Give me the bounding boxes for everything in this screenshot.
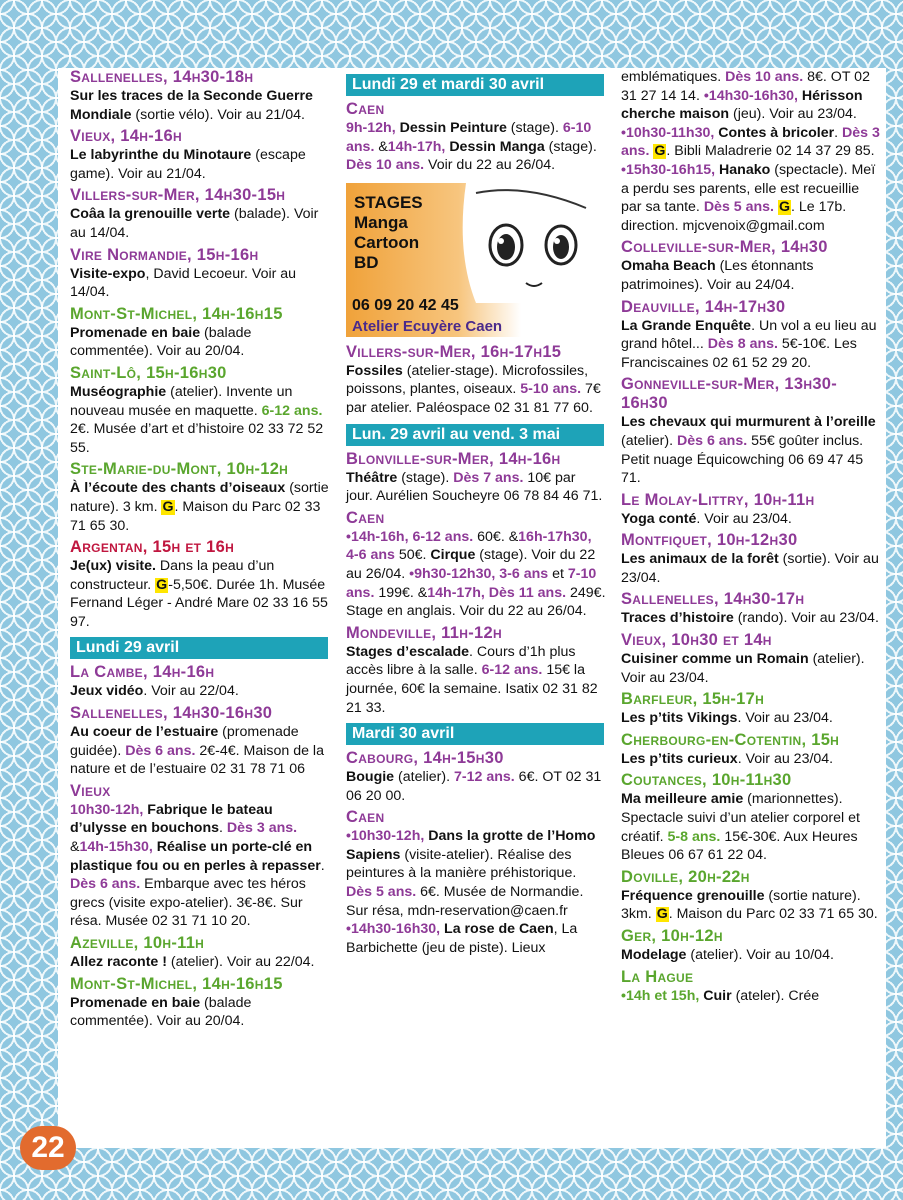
event-description bbox=[70, 265, 330, 302]
event-entry bbox=[346, 450, 606, 506]
event-text: (rando). Voir au 23/04. bbox=[733, 610, 879, 627]
event-place-time: Coutances, 10h-11h30 bbox=[621, 771, 792, 790]
event-title: Les chevaux qui murmurent à l’oreille bbox=[621, 414, 876, 431]
event-place-time: Deauville, 14h-17h30 bbox=[621, 297, 786, 316]
event-place-time: Vieux, 14h-16h bbox=[70, 127, 182, 146]
event-title: Ma meilleure amie bbox=[621, 791, 744, 808]
event-place-time: Mondeville, 11h-12h bbox=[346, 623, 502, 642]
event-title: Cuir bbox=[703, 987, 732, 1004]
event-text: 5€-10€. Les Franciscaines 02 61 52 29 20. bbox=[621, 336, 857, 371]
event-text: 6€. Musée de Normandie. Sur résa, mdn-reservation@caen.fr bbox=[346, 884, 584, 919]
event-description bbox=[70, 87, 330, 124]
event-text: (spectacle). Meï a perdu ses parents, elle est recueillie par sa tante. bbox=[621, 161, 876, 216]
event-entry bbox=[621, 298, 881, 373]
event-place-time: Azeville, 10h-11h bbox=[70, 934, 205, 952]
event-detail-highlight: 7-12 ans. bbox=[454, 769, 515, 786]
event-title: Les animaux de la forêt bbox=[621, 551, 779, 568]
event-place-time: Vieux, 10h30 et 14h bbox=[621, 631, 772, 650]
event-entry bbox=[621, 731, 881, 769]
event-detail-highlight: 14h-15h30, bbox=[79, 839, 157, 856]
advert-line: BD bbox=[354, 252, 379, 272]
event-description bbox=[621, 550, 881, 587]
event-title: La rose de Caen bbox=[444, 921, 554, 938]
event-entry bbox=[346, 749, 606, 805]
event-entry bbox=[621, 868, 881, 924]
event-title: Promenade en baie bbox=[70, 324, 201, 341]
event-entry bbox=[70, 460, 330, 535]
event-entry bbox=[346, 100, 606, 175]
date-header: Lundi 29 et mardi 30 avril bbox=[346, 74, 604, 96]
event-place-time: Saint-Lô, 15h-16h30 bbox=[70, 363, 227, 382]
event-title: À l’écoute des chants d’oiseaux bbox=[70, 480, 286, 497]
event-title: Stages d’escalade bbox=[346, 643, 470, 660]
event-description bbox=[70, 479, 330, 535]
event-text: (promenade guidée). bbox=[70, 724, 299, 759]
event-title: Dessin Peinture bbox=[399, 120, 507, 136]
advert-line: Manga bbox=[354, 212, 408, 232]
event-text: 50€. bbox=[394, 547, 431, 564]
event-description bbox=[621, 987, 881, 1006]
event-text: 249€. Stage en anglais. Voir du 22 au 26/04. bbox=[346, 584, 606, 620]
event-place-time: Vire Normandie, 15h-16h bbox=[70, 245, 259, 264]
event-place-time: Colleville-sur-Mer, 14h30 bbox=[621, 238, 828, 257]
event-title: Muséographie bbox=[70, 383, 167, 400]
event-detail-highlight: Dès 6 ans. bbox=[70, 876, 141, 893]
event-title: Je(ux) visite. bbox=[70, 558, 156, 575]
event-entry bbox=[346, 808, 606, 957]
free-badge: G bbox=[778, 199, 791, 216]
event-text: (jeu). Voir au 23/04. bbox=[729, 106, 857, 123]
event-text: (stage). bbox=[506, 120, 563, 136]
event-place-time: Vieux bbox=[70, 781, 111, 800]
event-place-time: Mont-St-Michel, 14h-16h15 bbox=[70, 974, 283, 993]
event-entry bbox=[346, 343, 606, 418]
event-place-time: La Hague bbox=[621, 967, 694, 986]
event-text: Voir du 22 au 26/04. bbox=[424, 157, 556, 174]
event-description bbox=[621, 790, 881, 864]
event-detail-highlight: Dès 8 ans. bbox=[707, 336, 778, 353]
event-text: 2€. Musée d’art et d’histoire 02 33 72 52 55. bbox=[70, 421, 324, 456]
event-text: (balade). Voir au 14/04. bbox=[70, 206, 319, 241]
event-description bbox=[621, 946, 881, 965]
event-detail-highlight: Dès 10 ans. bbox=[346, 157, 425, 174]
event-text: . Bibli Maladrerie 02 14 37 29 85. bbox=[666, 143, 875, 160]
event-place-time: Sallenelles, 14h30-16h30 bbox=[70, 704, 273, 723]
free-badge: G bbox=[162, 498, 174, 515]
advert-phone: 06 09 20 42 45 bbox=[352, 296, 459, 314]
event-place-time: Caen bbox=[346, 508, 385, 527]
event-text: 7€ par atelier. Paléospace 02 31 81 77 60. bbox=[346, 381, 601, 416]
event-detail-highlight: 6-12 ans. bbox=[481, 662, 543, 679]
event-title: Fréquence grenouille bbox=[621, 887, 765, 904]
event-title: Hérisson cherche maison bbox=[621, 87, 863, 123]
event-text: . bbox=[219, 820, 227, 837]
event-place-time: Gonneville-sur-Mer, 13h30-16h30 bbox=[621, 375, 838, 413]
event-text: (sortie nature). 3 km. bbox=[70, 480, 329, 515]
event-text: . Maison du Parc 02 33 71 65 30. bbox=[668, 906, 878, 923]
event-text: . Voir au 23/04. bbox=[696, 510, 792, 527]
event-detail-highlight: 10h30-12h, bbox=[70, 801, 148, 818]
event-description bbox=[70, 205, 330, 242]
event-text: & bbox=[70, 839, 80, 856]
event-description bbox=[70, 953, 330, 972]
event-entry bbox=[70, 127, 330, 183]
event-place-time: Sallenelles, 14h30-17h bbox=[621, 590, 805, 609]
event-text: . Cours d’1h plus accès libre à la salle. bbox=[346, 643, 576, 679]
event-description bbox=[70, 146, 330, 183]
event-place-time: Cabourg, 14h-15h30 bbox=[346, 749, 504, 768]
advert-line: Cartoon bbox=[354, 232, 420, 252]
event-entry bbox=[70, 246, 330, 302]
event-detail-highlight: 5-8 ans. bbox=[667, 828, 721, 845]
page-number: 22 bbox=[20, 1126, 76, 1170]
event-text: (atelier). bbox=[394, 769, 454, 786]
event-description bbox=[70, 994, 330, 1031]
event-text: . Voir au 23/04. bbox=[737, 710, 833, 727]
event-place-time: Montfiquet, 10h-12h30 bbox=[621, 531, 798, 550]
event-detail-highlight: •14h30-16h30, bbox=[703, 87, 802, 104]
event-entry bbox=[621, 968, 881, 1006]
event-description bbox=[621, 68, 881, 235]
event-detail-highlight: 5-10 ans. bbox=[520, 381, 582, 398]
event-text: 6€. OT 02 31 06 20 00. bbox=[346, 769, 602, 804]
event-description bbox=[346, 768, 606, 805]
event-place-time: Caen bbox=[346, 100, 385, 118]
manga-face-illustration bbox=[446, 183, 596, 303]
event-text: (visite-atelier). Réalise des peintures à la manière préhistorique. bbox=[346, 846, 577, 882]
event-text: 55€ goûter inclus. Petit nuage Équicowching 06 69 47 45 71. bbox=[621, 432, 864, 487]
event-title: Hanako bbox=[719, 161, 771, 178]
event-text: (atelier). Voir au 10/04. bbox=[686, 947, 834, 963]
advert-atelier: Atelier Ecuyère Caen bbox=[352, 317, 503, 335]
event-place-time: Blonville-sur-Mer, 14h-16h bbox=[346, 449, 561, 468]
event-detail-highlight: 16h-17h30, 4-6 ans bbox=[346, 528, 592, 564]
event-detail-highlight: •15h30-16h15, bbox=[621, 161, 720, 178]
event-text: emblématiques. bbox=[621, 69, 726, 85]
event-place-time: Ste-Marie-du-Mont, 10h-12h bbox=[70, 460, 289, 479]
event-title: Sur les traces de la Seconde Guerre Mondiale bbox=[70, 88, 313, 123]
event-text: (stage). Voir du 22 au 26/04. bbox=[346, 547, 596, 582]
event-description bbox=[346, 119, 606, 175]
event-description bbox=[70, 723, 330, 779]
event-text: 15€-30€. Aux Heures Bleues 06 67 61 22 04. bbox=[621, 828, 858, 864]
free-badge: G bbox=[656, 906, 668, 923]
event-text: (stage). bbox=[397, 469, 454, 486]
column-3 bbox=[621, 68, 881, 1008]
event-detail-highlight: Dès 6 ans. bbox=[125, 742, 196, 759]
event-text: (sortie). Voir au 23/04. bbox=[621, 551, 879, 586]
event-title: Jeux vidéo bbox=[70, 683, 144, 700]
event-entry bbox=[70, 934, 330, 972]
event-title: Dans la grotte de l’Homo Sapiens bbox=[346, 828, 596, 863]
event-title: Théâtre bbox=[346, 469, 398, 486]
event-text: 60€. & bbox=[473, 528, 519, 545]
event-place-time: Le Molay-Littry, 10h-11h bbox=[621, 490, 815, 509]
event-entry bbox=[621, 491, 881, 529]
event-text: (Les étonnants patrimoines). Voir au 24/04. bbox=[621, 258, 814, 293]
event-title: Visite-expo bbox=[70, 265, 146, 282]
event-entry bbox=[70, 975, 330, 1031]
event-text: (atelier). Voir au 23/04. bbox=[621, 651, 865, 686]
event-entry bbox=[70, 538, 330, 631]
date-header: Lun. 29 avril au vend. 3 mai bbox=[346, 424, 604, 446]
page-content bbox=[58, 68, 886, 1148]
event-description bbox=[346, 643, 606, 717]
manga-stage-advert bbox=[346, 183, 596, 337]
event-text: (atelier). Voir au 22/04. bbox=[166, 954, 315, 970]
event-place-time: La Cambe, 14h-16h bbox=[70, 663, 215, 682]
free-badge: G bbox=[156, 576, 168, 593]
event-entry bbox=[621, 631, 881, 687]
event-text: (sortie vélo). Voir au 21/04. bbox=[131, 106, 305, 123]
event-place-time: Ger, 10h-12h bbox=[621, 927, 723, 945]
event-text: . bbox=[834, 124, 843, 141]
event-title: Le labyrinthe du Minotaure bbox=[70, 147, 252, 164]
event-detail-highlight: Dès 5 ans. bbox=[346, 884, 417, 901]
event-place-time: Argentan, 15h et 16h bbox=[70, 538, 235, 557]
event-title: Bougie bbox=[346, 769, 395, 786]
event-title: Modelage bbox=[621, 947, 687, 963]
event-entry bbox=[621, 375, 881, 487]
event-text: (balade commentée). Voir au 20/04. bbox=[70, 994, 252, 1030]
event-place-time: Mont-St-Michel, 14h-16h15 bbox=[70, 304, 283, 323]
event-text: Embarque avec tes héros grecs (visite expo-atelier). 3€-8€. Sur résa. Musée 02 31 71 10 20. bbox=[70, 876, 306, 930]
event-detail-highlight: 6-12 ans. bbox=[261, 402, 323, 419]
event-title: Coâa la grenouille verte bbox=[70, 206, 231, 223]
event-text: . Voir au 23/04. bbox=[737, 750, 834, 767]
event-text: 199€. & bbox=[374, 584, 428, 601]
column-1 bbox=[70, 68, 330, 1034]
event-title: Yoga conté bbox=[621, 510, 697, 527]
event-description bbox=[621, 887, 881, 924]
event-detail-highlight: 9h-12h, bbox=[346, 120, 400, 136]
event-detail-highlight: •10h30-11h30, bbox=[621, 124, 719, 141]
event-entry bbox=[621, 238, 881, 294]
event-description bbox=[621, 709, 881, 728]
event-text: (atelier). Invente un nouveau musée en maquette. bbox=[70, 383, 293, 419]
event-description bbox=[621, 257, 881, 294]
event-detail-highlight: •14h30-16h30, bbox=[346, 921, 445, 938]
event-text: & bbox=[374, 138, 388, 155]
advert-line: STAGES bbox=[354, 192, 423, 212]
event-text: et bbox=[548, 565, 568, 582]
event-detail-highlight: Dès 5 ans. bbox=[703, 199, 775, 216]
event-title: Réalise un porte-clé en plastique fou ou en perles à repasser bbox=[70, 839, 321, 874]
event-title: Fabrique le bateau d’ulysse en bouchons bbox=[70, 801, 273, 837]
event-title: Contes à bricoler bbox=[718, 124, 835, 141]
event-entry bbox=[346, 624, 606, 717]
event-text: . Un vol a eu lieu au grand hôtel... bbox=[621, 317, 877, 353]
event-description bbox=[346, 469, 606, 506]
event-entry bbox=[621, 531, 881, 587]
event-detail-highlight: •14h et 15h, bbox=[621, 987, 704, 1004]
event-text: 15€ la journée, 60€ la semaine. Isatix 02 31 82 21 33. bbox=[346, 662, 598, 716]
event-detail-highlight: Dès 7 ans. bbox=[453, 469, 524, 486]
event-description bbox=[621, 650, 881, 687]
event-title: Promenade en baie bbox=[70, 994, 201, 1011]
event-description bbox=[346, 827, 606, 957]
event-text: Dans la peau d’un constructeur. bbox=[70, 558, 275, 593]
event-description bbox=[70, 324, 330, 361]
event-entry bbox=[70, 186, 330, 242]
free-badge: G bbox=[654, 143, 666, 160]
event-detail-highlight: •14h-16h, 6-12 ans. bbox=[346, 528, 474, 545]
event-description bbox=[621, 510, 881, 529]
event-text: . bbox=[320, 857, 325, 874]
event-description bbox=[621, 317, 881, 373]
event-entry bbox=[621, 68, 881, 235]
event-title: Allez raconte ! bbox=[70, 954, 167, 970]
event-entry bbox=[621, 590, 881, 628]
event-description bbox=[621, 750, 881, 769]
event-description bbox=[70, 383, 330, 457]
event-text: -5,50€. Durée 1h. Musée Fernand Léger - André Mare 02 33 16 55 97. bbox=[70, 576, 328, 630]
event-description bbox=[70, 682, 330, 701]
event-place-time: Barfleur, 15h-17h bbox=[621, 690, 765, 709]
event-description bbox=[621, 609, 881, 628]
event-text: (atelier). bbox=[621, 432, 677, 449]
event-entry bbox=[70, 68, 330, 124]
event-place-time: Sallenelles, 14h30-18h bbox=[70, 68, 254, 86]
event-title: Les p’tits curieux bbox=[621, 750, 738, 767]
event-title: Dessin Manga bbox=[449, 138, 545, 155]
event-text: , David Lecoeur. Voir au 14/04. bbox=[70, 265, 297, 301]
event-title: La Grande Enquête bbox=[621, 317, 752, 334]
event-title: Fossiles bbox=[346, 362, 403, 379]
date-header: Mardi 30 avril bbox=[346, 723, 604, 745]
event-detail-highlight: 14h-17h, bbox=[387, 138, 450, 155]
event-entry bbox=[70, 364, 330, 457]
event-detail-highlight: 7-10 ans. bbox=[346, 565, 597, 601]
event-detail-highlight: Dès 3 ans. bbox=[226, 820, 298, 837]
event-text: 2€-4€. Maison de la nature et de l’estuaire 02 31 78 71 06 bbox=[70, 742, 324, 778]
event-entry bbox=[70, 782, 330, 931]
event-place-time: Villers-sur-Mer, 14h30-15h bbox=[70, 186, 286, 205]
event-text: (stage). bbox=[544, 138, 597, 155]
event-detail-highlight: Dès 10 ans. bbox=[725, 69, 804, 85]
event-text: (ateler). Crée bbox=[731, 987, 820, 1004]
event-text: (balade commentée). Voir au 20/04. bbox=[70, 324, 252, 360]
event-description bbox=[621, 413, 881, 487]
event-entry bbox=[621, 771, 881, 864]
event-place-time: Doville, 20h-22h bbox=[621, 867, 750, 886]
event-detail-highlight: 6-10 ans. bbox=[346, 120, 592, 155]
column-2 bbox=[346, 68, 606, 960]
event-text: . Voir au 22/04. bbox=[143, 683, 239, 700]
event-detail-highlight: Dès 6 ans. bbox=[676, 432, 748, 449]
event-entry bbox=[621, 927, 881, 965]
event-place-time: Cherbourg-en-Cotentin, 15h bbox=[621, 730, 840, 749]
event-text: , La Barbichette (jeu de piste). Lieux bbox=[346, 921, 578, 956]
event-text: 8€. OT 02 31 27 14 14. bbox=[621, 69, 870, 104]
event-title: Cirque bbox=[430, 547, 476, 564]
event-text: (atelier-stage). Microfossiles, poissons, plantes, oiseaux. bbox=[346, 362, 589, 398]
event-text: (sortie nature). 3km. bbox=[621, 887, 861, 923]
event-detail-highlight: Dès 3 ans. bbox=[621, 124, 880, 160]
event-entry bbox=[621, 690, 881, 728]
event-entry bbox=[70, 704, 330, 779]
event-entry bbox=[346, 509, 606, 621]
event-place-time: Caen bbox=[346, 808, 385, 827]
event-detail-highlight: •10h30-12h, bbox=[346, 828, 429, 845]
event-title: Traces d’histoire bbox=[621, 610, 734, 627]
event-description bbox=[346, 528, 606, 621]
date-header: Lundi 29 avril bbox=[70, 637, 328, 659]
event-text: 10€ par jour. Aurélien Soucheyre 06 78 84 46 71. bbox=[346, 469, 603, 505]
event-entry bbox=[70, 305, 330, 361]
event-title: Au coeur de l’estuaire bbox=[70, 724, 219, 741]
event-description bbox=[70, 801, 330, 931]
event-title: Omaha Beach bbox=[621, 258, 716, 275]
event-text: . Le 17b. direction. mjcvenoix@gmail.com bbox=[621, 199, 847, 234]
event-title: Cuisiner comme un Romain bbox=[621, 651, 809, 668]
event-description bbox=[346, 362, 606, 418]
event-title: Les p’tits Vikings bbox=[621, 710, 738, 727]
event-entry bbox=[70, 663, 330, 701]
event-place-time: Villers-sur-Mer, 16h-17h15 bbox=[346, 342, 562, 361]
event-text: (escape game). Voir au 21/04. bbox=[70, 147, 306, 182]
event-text: (marionnettes). Spectacle suivi d’un atelier corporel et créatif. bbox=[621, 791, 860, 845]
event-detail-highlight: •9h30-12h30, 3-6 ans bbox=[409, 565, 549, 582]
event-detail-highlight: 14h-17h, Dès 11 ans. bbox=[427, 584, 567, 601]
event-text: . Maison du Parc 02 33 71 65 30. bbox=[70, 498, 321, 534]
event-description bbox=[70, 557, 330, 631]
